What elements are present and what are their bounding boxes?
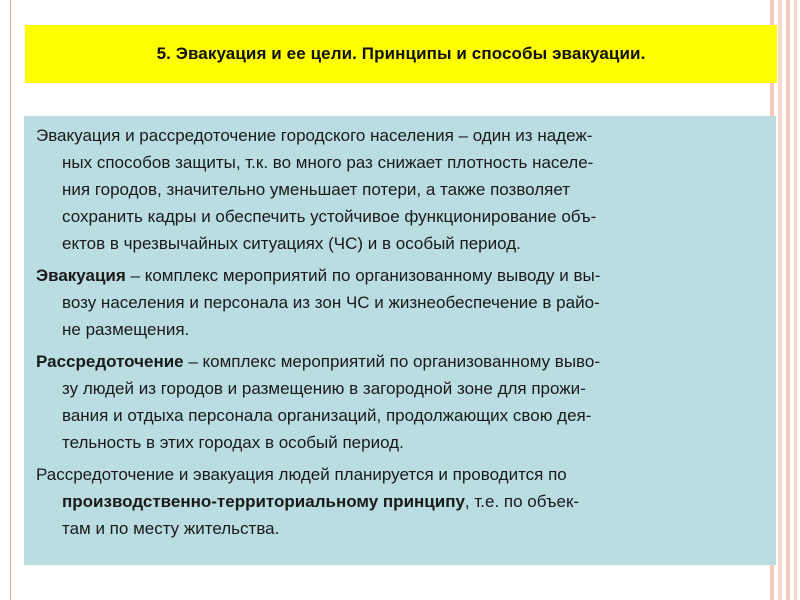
text-line: возу населения и персонала из зон ЧС и жизнеобеспечение в райо- bbox=[62, 293, 600, 312]
text-line: вания и отдыха персонала организаций, продолжающих свою дея- bbox=[62, 406, 592, 425]
term-evacuation: Эвакуация bbox=[36, 266, 126, 285]
paragraph-planning-principle bbox=[36, 461, 760, 542]
text-line: ектов в чрезвычайных ситуациях (ЧС) и в особый период. bbox=[62, 234, 521, 253]
paragraph-evacuation-definition bbox=[36, 262, 760, 343]
text-line: сохранить кадры и обеспечить устойчивое функционирование объ- bbox=[62, 207, 597, 226]
paragraph-dispersal-definition bbox=[36, 348, 760, 456]
title-bar bbox=[25, 25, 777, 83]
text-line: ных способов защиты, т.к. во много раз снижает плотность населе- bbox=[62, 153, 594, 172]
text-line: – комплекс мероприятий по организованному выводу и вы- bbox=[125, 266, 601, 285]
term-production-territorial-principle: производственно-территориальному принципу bbox=[62, 492, 465, 511]
slide-title: 5. Эвакуация и ее цели. Принципы и способы эвакуации. bbox=[156, 44, 646, 63]
text-line: Рассредоточение и эвакуация людей планируется и проводится по bbox=[36, 465, 567, 484]
term-dispersal: Рассредоточение bbox=[36, 352, 184, 371]
text-line: не размещения. bbox=[62, 320, 190, 339]
text-line: ния городов, значительно уменьшает потери, а также позволяет bbox=[62, 180, 571, 199]
text-line: зу людей из городов и размещению в загородной зоне для прожи- bbox=[62, 379, 586, 398]
text-line: там и по месту жительства. bbox=[62, 519, 280, 538]
frame-line-left bbox=[10, 0, 11, 600]
text-line: , т.е. по объек- bbox=[464, 492, 580, 511]
content-box bbox=[24, 116, 776, 565]
text-line: Эвакуация и рассредоточение городского населения – один из надеж- bbox=[36, 126, 593, 145]
text-line: тельность в этих городах в особый период. bbox=[62, 433, 404, 452]
text-line: – комплекс мероприятий по организованному выво- bbox=[183, 352, 601, 371]
paragraph-evacuation-intro bbox=[36, 122, 760, 257]
